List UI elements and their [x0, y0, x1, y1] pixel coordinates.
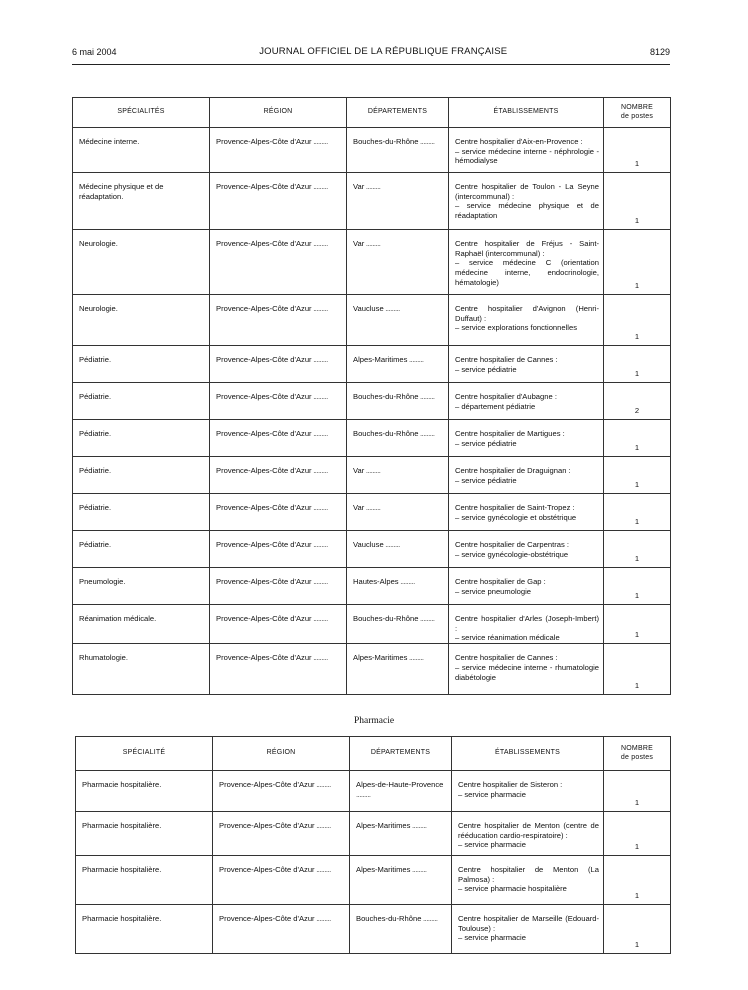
cell-region	[210, 346, 347, 383]
col-header-nombre-line2: de postes	[620, 112, 654, 120]
etablissement-service: – service explorations fonctionnelles	[455, 323, 577, 333]
cell-region	[213, 812, 350, 856]
cell-region	[210, 457, 347, 494]
departement-text: Var .....	[353, 466, 380, 475]
cell-etablissement	[449, 173, 604, 230]
specialite-text: Réanimation médicale.	[79, 614, 157, 623]
cell-specialite	[73, 128, 210, 173]
table-row	[73, 420, 671, 457]
cell-specialite	[73, 230, 210, 295]
postes-count: 1	[634, 281, 640, 291]
col-header-nombre	[604, 98, 671, 128]
etablissement-name: Centre hospitalier de Martigues :	[455, 429, 565, 438]
postes-count: 1	[634, 369, 640, 379]
cell-region	[210, 531, 347, 568]
cell-postes	[604, 383, 671, 420]
etablissement-service: – département pédiatrie	[455, 401, 536, 411]
postes-count: 2	[634, 406, 640, 416]
cell-departement	[347, 568, 449, 605]
region-text: Provence-Alpes-Côte d'Azur .....	[219, 865, 331, 874]
region-text: Provence-Alpes-Côte d'Azur .....	[219, 780, 331, 789]
etablissement-name: Centre hospitalier de Sisteron :	[458, 780, 563, 789]
region-text: Provence-Alpes-Côte d'Azur .....	[216, 466, 328, 475]
etablissement-name: Centre hospitalier de Menton (centre de rééducation cardio-respiratoire) :	[458, 821, 599, 840]
table-row	[76, 812, 671, 856]
page-number: 8129	[649, 46, 670, 57]
col-header-etablissements: ÉTABLISSEMENTS	[452, 737, 604, 771]
specialite-text: Pharmacie hospitalière.	[82, 821, 162, 830]
etablissement-service: – service pédiatrie	[455, 364, 517, 374]
departement-text: Alpes-Maritimes .....	[356, 865, 427, 874]
departement-text: Alpes-de-Haute-Provence .....	[356, 780, 443, 799]
specialite-text: Pédiatrie.	[79, 540, 112, 549]
postes-count: 1	[634, 681, 640, 691]
cell-departement	[347, 531, 449, 568]
table-row	[73, 383, 671, 420]
cell-specialite	[73, 494, 210, 531]
cell-departement	[347, 295, 449, 346]
cell-etablissement	[452, 771, 604, 812]
etablissement-name: Centre hospitalier de Menton (La Palmosa) :	[458, 865, 599, 884]
postes-count: 1	[634, 517, 640, 527]
etablissement-name: Centre hospitalier de Draguignan :	[455, 466, 571, 475]
etablissement-service: – service pharmacie	[458, 789, 526, 799]
region-text: Provence-Alpes-Côte d'Azur .....	[216, 239, 328, 248]
cell-postes	[604, 230, 671, 295]
cell-departement	[350, 812, 452, 856]
region-text: Provence-Alpes-Côte d'Azur .....	[216, 614, 328, 623]
table-row	[73, 605, 671, 644]
region-text: Provence-Alpes-Côte d'Azur .....	[219, 914, 331, 923]
postes-count: 1	[634, 480, 640, 490]
cell-postes	[604, 771, 671, 812]
col-header-nombre	[604, 737, 671, 771]
cell-postes	[604, 457, 671, 494]
cell-etablissement	[449, 128, 604, 173]
table-row	[76, 905, 671, 954]
postes-count: 1	[634, 332, 640, 342]
cell-specialite	[73, 173, 210, 230]
etablissement-service: – service pédiatrie	[455, 475, 517, 485]
postes-count: 1	[634, 159, 640, 169]
cell-postes	[604, 173, 671, 230]
region-text: Provence-Alpes-Côte d'Azur .....	[216, 392, 328, 401]
etablissement-name: Centre hospitalier de Gap :	[455, 577, 546, 586]
region-text: Provence-Alpes-Côte d'Azur .....	[216, 653, 328, 662]
pharmacie-table-body	[76, 771, 671, 954]
specialite-text: Pharmacie hospitalière.	[82, 780, 162, 789]
etablissement-service: – service médecine C (orientation médecine interne, endocrinologie, hématologie)	[455, 258, 599, 287]
postes-count: 1	[634, 798, 640, 808]
col-header-etablissements: ÉTABLISSEMENTS	[449, 98, 604, 128]
cell-postes	[604, 812, 671, 856]
etablissement-service: – service pneumologie	[455, 586, 531, 596]
cell-postes	[604, 605, 671, 644]
table-header-row	[73, 98, 671, 128]
etablissement-service: – service pharmacie	[458, 840, 526, 850]
cell-etablissement	[449, 346, 604, 383]
page-header	[72, 46, 670, 57]
departement-text: Var .....	[353, 503, 380, 512]
etablissement-name: Centre hospitalier de Cannes :	[455, 653, 558, 663]
region-text: Provence-Alpes-Côte d'Azur .....	[216, 137, 328, 146]
cell-region	[213, 771, 350, 812]
cell-region	[210, 383, 347, 420]
cell-specialite	[73, 346, 210, 383]
col-header-nombre-line1: NOMBRE	[621, 103, 653, 111]
cell-region	[210, 295, 347, 346]
cell-specialite	[73, 531, 210, 568]
etablissement-service: – service pharmacie hospitalière	[458, 884, 567, 894]
cell-region	[210, 173, 347, 230]
etablissement-service: – service médecine interne - néphrologie - hémodialyse	[455, 146, 599, 166]
cell-departement	[347, 346, 449, 383]
table-row	[73, 457, 671, 494]
specialite-text: Pédiatrie.	[79, 392, 112, 401]
cell-etablissement	[449, 295, 604, 346]
cell-region	[213, 905, 350, 954]
postes-count: 1	[634, 842, 640, 852]
cell-region	[210, 128, 347, 173]
cell-etablissement	[449, 605, 604, 644]
postes-count: 1	[634, 591, 640, 601]
table-row	[73, 531, 671, 568]
departement-text: Vaucluse .....	[353, 540, 400, 549]
cell-specialite	[73, 568, 210, 605]
table-row	[73, 568, 671, 605]
cell-departement	[347, 173, 449, 230]
cell-departement	[350, 771, 452, 812]
cell-etablissement	[452, 812, 604, 856]
cell-etablissement	[449, 383, 604, 420]
cell-specialite	[73, 605, 210, 644]
specialite-text: Pharmacie hospitalière.	[82, 914, 162, 923]
departement-text: Alpes-Maritimes .....	[353, 653, 424, 662]
cell-postes	[604, 905, 671, 954]
table-row	[73, 295, 671, 346]
region-text: Provence-Alpes-Côte d'Azur .....	[216, 304, 328, 313]
region-text: Provence-Alpes-Côte d'Azur .....	[216, 577, 328, 586]
cell-postes	[604, 531, 671, 568]
positions-table	[72, 97, 671, 695]
specialite-text: Pédiatrie.	[79, 355, 112, 364]
cell-specialite	[76, 812, 213, 856]
cell-postes	[604, 644, 671, 695]
cell-region	[210, 420, 347, 457]
col-header-region: RÉGION	[210, 98, 347, 128]
etablissement-name: Centre hospitalier d'Avignon (Henri-Duffaut) :	[455, 304, 599, 323]
region-text: Provence-Alpes-Côte d'Azur .....	[216, 355, 328, 364]
etablissement-name: Centre hospitalier de Saint-Tropez :	[455, 503, 575, 512]
cell-departement	[347, 644, 449, 695]
etablissement-name: Centre hospitalier d'Arles (Joseph-Imbert) :	[455, 614, 599, 633]
departement-text: Alpes-Maritimes .....	[353, 355, 424, 364]
departement-text: Bouches-du-Rhône .....	[356, 914, 438, 923]
etablissement-service: – service gynécologie et obstétrique	[455, 512, 577, 522]
etablissement-service: – service gynécologie-obstétrique	[455, 549, 569, 559]
departement-text: Bouches-du-Rhône .....	[353, 429, 435, 438]
etablissement-name: Centre hospitalier de Toulon - La Seyne (intercommunal) :	[455, 182, 599, 201]
cell-region	[210, 568, 347, 605]
cell-specialite	[73, 383, 210, 420]
cell-postes	[604, 420, 671, 457]
etablissement-name: Centre hospitalier d'Aubagne :	[455, 392, 557, 401]
specialite-text: Pédiatrie.	[79, 503, 112, 512]
postes-count: 1	[634, 891, 640, 901]
departement-text: Var .....	[353, 182, 380, 191]
cell-departement	[347, 494, 449, 531]
cell-region	[210, 494, 347, 531]
table-row	[76, 771, 671, 812]
cell-etablissement	[449, 644, 604, 695]
table-header-row	[76, 737, 671, 771]
cell-postes	[604, 295, 671, 346]
cell-region	[210, 230, 347, 295]
departement-text: Vaucluse .....	[353, 304, 400, 313]
departement-text: Alpes-Maritimes .....	[356, 821, 427, 830]
cell-etablissement	[449, 230, 604, 295]
cell-etablissement	[449, 457, 604, 494]
col-header-nombre-line2: de postes	[620, 753, 654, 761]
etablissement-name: Centre hospitalier de Fréjus - Saint-Raphaël (intercommunal) :	[455, 239, 599, 258]
cell-departement	[350, 856, 452, 905]
cell-specialite	[73, 457, 210, 494]
positions-table-body	[73, 128, 671, 695]
cell-departement	[347, 457, 449, 494]
cell-specialite	[73, 644, 210, 695]
cell-etablissement	[449, 568, 604, 605]
cell-etablissement	[449, 531, 604, 568]
cell-specialite	[76, 856, 213, 905]
cell-etablissement	[449, 494, 604, 531]
etablissement-service: – service pharmacie	[458, 933, 526, 943]
departement-text: Var .....	[353, 239, 380, 248]
postes-count: 1	[634, 443, 640, 453]
table-row	[73, 230, 671, 295]
etablissement-name: Centre hospitalier de Carpentras :	[455, 540, 569, 549]
table-row	[76, 856, 671, 905]
table-row	[73, 346, 671, 383]
postes-count: 1	[634, 216, 640, 226]
cell-specialite	[76, 771, 213, 812]
specialite-text: Pédiatrie.	[79, 466, 112, 475]
etablissement-service: – service médecine physique et de réadaptation	[455, 201, 599, 221]
col-header-specialite: SPÉCIALITÉS	[73, 98, 210, 128]
cell-departement	[347, 605, 449, 644]
departement-text: Hautes-Alpes .....	[353, 577, 415, 586]
cell-region	[213, 856, 350, 905]
departement-text: Bouches-du-Rhône .....	[353, 392, 435, 401]
specialite-text: Neurologie.	[79, 304, 118, 313]
table-row	[73, 644, 671, 695]
cell-etablissement	[452, 856, 604, 905]
postes-count: 1	[634, 940, 640, 950]
section-title: Pharmacie	[353, 716, 395, 726]
cell-region	[210, 644, 347, 695]
cell-departement	[347, 128, 449, 173]
etablissement-service: – service pédiatrie	[455, 438, 517, 448]
specialite-text: Pédiatrie.	[79, 429, 112, 438]
departement-text: Bouches-du-Rhône .....	[353, 614, 435, 623]
cell-specialite	[73, 295, 210, 346]
cell-departement	[350, 905, 452, 954]
specialite-text: Pharmacie hospitalière.	[82, 865, 162, 874]
cell-departement	[347, 383, 449, 420]
table-row	[73, 128, 671, 173]
region-text: Provence-Alpes-Côte d'Azur .....	[219, 821, 331, 830]
departement-text: Bouches-du-Rhône .....	[353, 137, 435, 146]
table-row	[73, 173, 671, 230]
cell-etablissement	[449, 420, 604, 457]
region-text: Provence-Alpes-Côte d'Azur .....	[216, 503, 328, 512]
cell-etablissement	[452, 905, 604, 954]
region-text: Provence-Alpes-Côte d'Azur .....	[216, 540, 328, 549]
specialite-text: Médecine physique et de réadaptation.	[79, 182, 164, 201]
cell-specialite	[73, 420, 210, 457]
cell-postes	[604, 346, 671, 383]
cell-postes	[604, 494, 671, 531]
header-rule	[72, 64, 670, 65]
region-text: Provence-Alpes-Côte d'Azur .....	[216, 429, 328, 438]
postes-count: 1	[634, 630, 640, 640]
journal-title: JOURNAL OFFICIEL DE LA RÉPUBLIQUE FRANÇAISE	[259, 46, 508, 57]
cell-postes	[604, 568, 671, 605]
specialite-text: Pneumologie.	[79, 577, 126, 586]
postes-count: 1	[634, 554, 640, 564]
col-header-departements: DÉPARTEMENTS	[350, 737, 452, 771]
col-header-departements: DÉPARTEMENTS	[347, 98, 449, 128]
col-header-specialite: SPÉCIALITÉ	[76, 737, 213, 771]
col-header-nombre-line1: NOMBRE	[621, 744, 653, 752]
cell-region	[210, 605, 347, 644]
etablissement-name: Centre hospitalier de Cannes :	[455, 355, 558, 364]
etablissement-name: Centre hospitalier d'Aix-en-Provence :	[455, 137, 583, 146]
etablissement-service: – service réanimation médicale	[455, 633, 560, 643]
specialite-text: Rhumatologie.	[79, 653, 128, 663]
etablissement-service: – service médecine interne - rhumatologie diabétologie	[455, 662, 599, 682]
specialite-text: Neurologie.	[79, 239, 118, 248]
cell-departement	[347, 420, 449, 457]
etablissement-name: Centre hospitalier de Marseille (Edouard-Toulouse) :	[458, 914, 599, 933]
col-header-region: RÉGION	[213, 737, 350, 771]
cell-departement	[347, 230, 449, 295]
cell-postes	[604, 128, 671, 173]
issue-date: 6 mai 2004	[72, 46, 117, 57]
specialite-text: Médecine interne.	[79, 137, 140, 146]
cell-postes	[604, 856, 671, 905]
cell-specialite	[76, 905, 213, 954]
region-text: Provence-Alpes-Côte d'Azur .....	[216, 182, 328, 191]
pharmacie-table	[75, 736, 671, 954]
table-row	[73, 494, 671, 531]
